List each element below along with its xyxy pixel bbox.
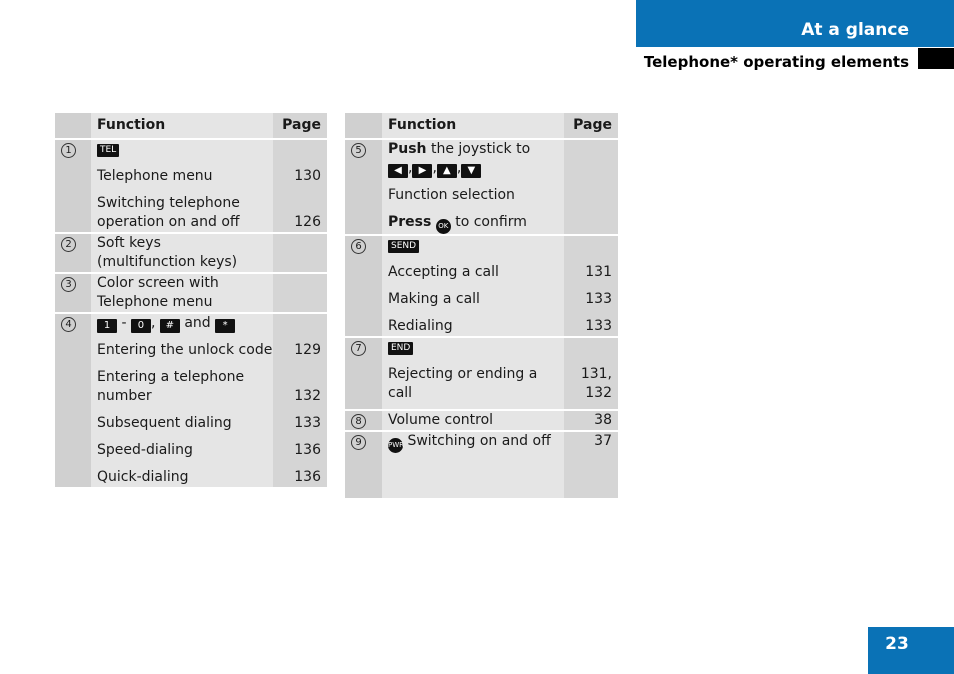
page-ref: 133: [294, 415, 321, 431]
entry-text: Color screen with: [97, 275, 219, 291]
entry-text: number: [97, 388, 152, 404]
table-row: [55, 313, 327, 487]
ok-button-icon: OK: [436, 219, 451, 234]
table-header-blank: [55, 113, 91, 139]
entry-text: Soft keys: [97, 235, 161, 251]
entry-text: Telephone menu: [97, 294, 213, 310]
item-number: 2: [61, 237, 76, 252]
function-table-left: [55, 113, 327, 487]
table-header-function: Function: [382, 113, 564, 139]
table-row: [345, 410, 618, 431]
item-number: 4: [61, 317, 76, 332]
function-table-right: [345, 113, 618, 498]
section-subtitle: Telephone* operating elements: [643, 53, 909, 71]
key-0-icon: 0: [131, 319, 151, 333]
table-header-page: Page: [564, 113, 618, 139]
entry-text: Switching telephone: [97, 195, 240, 211]
page-ref: 131,: [580, 366, 612, 382]
header-marker: [918, 48, 954, 69]
table-row: [55, 273, 327, 313]
page-ref: 132: [294, 388, 321, 404]
page-ref: 133: [585, 291, 612, 307]
arrow-down-icon: ▼: [461, 164, 481, 178]
entry-text: Speed-dialing: [97, 442, 193, 458]
item-number: 3: [61, 277, 76, 292]
separator: -: [121, 315, 127, 331]
page-ref: 131: [585, 264, 612, 280]
entry-text: Subsequent dialing: [97, 415, 232, 431]
entry-text: (multifunction keys): [97, 254, 238, 270]
entry-text: Accepting a call: [388, 264, 499, 280]
item-number: 5: [351, 143, 366, 158]
entry-text: Function selection: [388, 187, 515, 203]
arrow-up-icon: ▲: [437, 164, 457, 178]
page-ref: 129: [294, 342, 321, 358]
push-text: the joystick to: [430, 141, 531, 157]
press-text: to confirm: [455, 214, 527, 230]
tel-key-icon: TEL: [97, 144, 119, 157]
page-ref: 37: [594, 433, 612, 449]
page-ref: 132: [585, 385, 612, 401]
page-ref: 130: [294, 168, 321, 184]
section-title: At a glance: [801, 20, 909, 40]
table-row: [55, 139, 327, 233]
table-row: [345, 337, 618, 410]
arrow-right-icon: ▶: [412, 164, 432, 178]
item-number: 9: [351, 435, 366, 450]
table-row: [345, 139, 618, 235]
end-key-icon: END: [388, 342, 413, 355]
item-number: 8: [351, 414, 366, 429]
entry-text: operation on and off: [97, 214, 240, 230]
entry-text: Entering the unlock code: [97, 342, 273, 358]
push-word: Push: [388, 141, 427, 157]
table-row: [345, 431, 618, 498]
page-ref: 38: [594, 412, 612, 428]
entry-text: Volume control: [388, 412, 494, 428]
page-ref: 136: [294, 469, 321, 485]
key-1-icon: 1: [97, 319, 117, 333]
entry-text: Rejecting or ending a call: [388, 366, 538, 401]
separator: ,: [150, 315, 156, 331]
table-row: [345, 235, 618, 337]
table-row: [55, 233, 327, 273]
and-word: and: [184, 315, 211, 331]
power-button-icon: PWR: [388, 438, 403, 453]
key-hash-icon: #: [160, 319, 180, 333]
send-key-icon: SEND: [388, 240, 419, 253]
arrow-left-icon: ◀: [388, 164, 408, 178]
entry-text: Switching on and off: [407, 433, 551, 449]
page-ref: 133: [585, 318, 612, 334]
separator: ,: [432, 160, 437, 176]
separator: ,: [408, 160, 413, 176]
entry-text: Quick-dialing: [97, 469, 189, 485]
item-number: 6: [351, 239, 366, 254]
item-number: 7: [351, 341, 366, 356]
table-header-page: Page: [273, 113, 327, 139]
page-ref: 126: [294, 214, 321, 230]
entry-text: Telephone menu: [97, 168, 213, 184]
table-header-function: Function: [91, 113, 273, 139]
entry-text: Entering a telephone: [97, 369, 245, 385]
page-ref: 136: [294, 442, 321, 458]
page-number: 23: [885, 634, 909, 654]
separator: ,: [456, 160, 462, 176]
entry-text: Redialing: [388, 318, 453, 334]
entry-text: Making a call: [388, 291, 480, 307]
item-number: 1: [61, 143, 76, 158]
press-word: Press: [388, 214, 432, 230]
key-star-icon: *: [215, 319, 235, 333]
table-header-blank: [345, 113, 382, 139]
